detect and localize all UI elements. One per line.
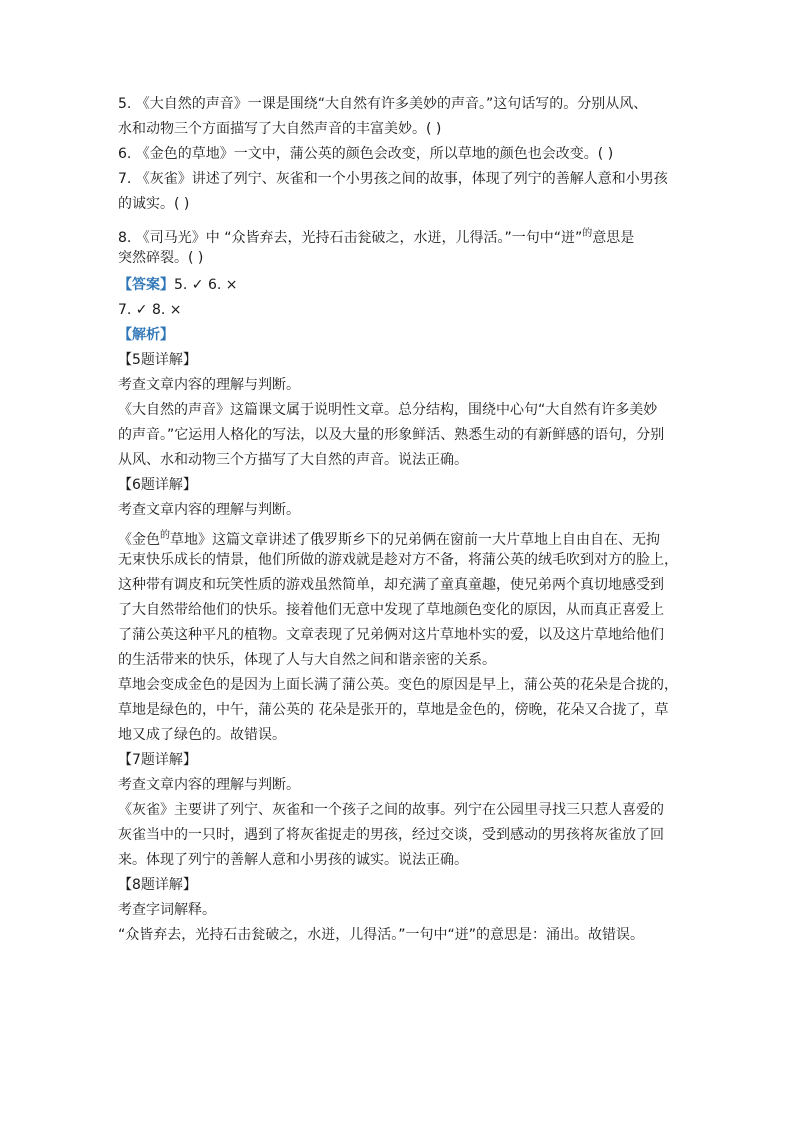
q6-detail-line: 这种带有调皮和玩笑性质的游戏虽然简单，却充满了童真童趣，使兄弟两个真切地感受到 <box>118 577 664 593</box>
question-7-line-1: 7. 《灰雀》讲述了列宁、灰雀和一个小男孩之间的故事，体现了列宁的善解人意和小男孩 <box>118 171 668 187</box>
q6-detail-line: 了大自然带给他们的快乐。接着他们无意中发现了草地颜色变化的原因，从而真正喜爱上 <box>118 602 664 618</box>
q8-detail-heading: 【8题详解】 <box>118 877 197 893</box>
question-8-line-2: 突然碎裂。( ) <box>118 250 204 266</box>
question-5-line-1: 5. 《大自然的声音》一课是围绕“大自然有许多美妙的声音。”这句话写的。分别从风、 <box>118 96 648 112</box>
q6-detail-line: 了蒲公英这种平凡的植物。文章表现了兄弟俩对这片草地朴实的爱，以及这片草地给他们 <box>118 627 664 643</box>
q6-detail-topic: 考查文章内容的理解与判断。 <box>118 502 300 518</box>
answer-line-2: 7. ✓ 8. × <box>118 302 182 318</box>
q6-detail-line: 地又成了绿色的。故错误。 <box>118 727 286 743</box>
q6-detail-text-c: 草地》这篇文章讲述了俄罗斯乡下的兄弟俩在窗前一大片草地上自由自在、无拘 <box>170 532 660 548</box>
q7-detail-heading: 【7题详解】 <box>118 752 197 768</box>
q6-detail-line: 草地是绿色的，中午，蒲公英的 花朵是张开的，草地是金色的，傍晚，花朵又合拢了，草 <box>118 702 669 718</box>
question-8-text-c: 意思是 <box>592 230 635 246</box>
q5-detail-line: 从风、水和动物三个方描写了大自然的声音。说法正确。 <box>118 452 468 468</box>
q6-detail-heading: 【6题详解】 <box>118 477 197 493</box>
q6-detail-superscript: 的 <box>160 530 170 541</box>
q7-detail-topic: 考查文章内容的理解与判断。 <box>118 777 300 793</box>
q5-detail-heading: 【5题详解】 <box>118 352 197 368</box>
answer-tag: 【答案】 <box>118 277 174 293</box>
question-8-text-a: 8. 《司马光》中 “众皆弃去，光持石击瓮破之，水迸，儿得活。”一句中“迸” <box>118 230 583 246</box>
question-8-line-1 <box>118 221 678 246</box>
question-7-line-2: 的诚实。( ) <box>118 196 190 212</box>
question-8-superscript: 的 <box>582 228 593 239</box>
q7-detail-line: 灰雀当中的一只时，遇到了将灰雀捉走的男孩，经过交谈，受到感动的男孩将灰雀放了回 <box>118 827 664 843</box>
q6-detail-line: 的生活带来的快乐，体现了人与大自然之间和谐亲密的关系。 <box>118 652 496 668</box>
answer-values-1: 5. ✓ 6. × <box>174 277 238 293</box>
answer-line-1 <box>118 273 678 298</box>
question-6-line-1: 6. 《金色的草地》一文中，蒲公英的颜色会改变，所以草地的颜色也会改变。( ) <box>118 146 614 162</box>
analysis-tag: 【解析】 <box>118 327 174 343</box>
q6-detail-line: 无束快乐成长的情景，他们所做的游戏就是趁对方不备，将蒲公英的绒毛吹到对方的脸上， <box>118 552 678 568</box>
q7-detail-line: 来。体现了列宁的善解人意和小男孩的诚实。说法正确。 <box>118 852 468 868</box>
q6-detail-line: 草地会变成金色的是因为上面长满了蒲公英。变色的原因是早上，蒲公英的花朵是合拢的， <box>118 677 678 693</box>
q5-detail-topic: 考查文章内容的理解与判断。 <box>118 377 300 393</box>
question-5-line-2: 水和动物三个方面描写了大自然声音的丰富美妙。( ) <box>118 121 442 137</box>
document-page <box>118 92 678 948</box>
q6-detail-text-a: 《金色 <box>118 532 160 548</box>
q7-detail-line: 《灰雀》主要讲了列宁、灰雀和一个孩子之间的故事。列宁在公园里寻找三只惹人喜爱的 <box>118 802 664 818</box>
q5-detail-line: 《大自然的声音》这篇课文属于说明性文章。总分结构，围绕中心句“大自然有许多美妙 <box>118 402 658 418</box>
q8-detail-line: “众皆弃去，光持石击瓮破之，水迸，儿得活。”一句中“迸”的意思是：涌出。故错误。 <box>118 927 645 943</box>
q5-detail-line: 的声音。”它运用人格化的写法，以及大量的形象鲜活、熟悉生动的有新鲜感的语句，分别 <box>118 427 665 443</box>
q6-detail-line-first <box>118 523 678 548</box>
q8-detail-topic: 考查字词解释。 <box>118 902 216 918</box>
